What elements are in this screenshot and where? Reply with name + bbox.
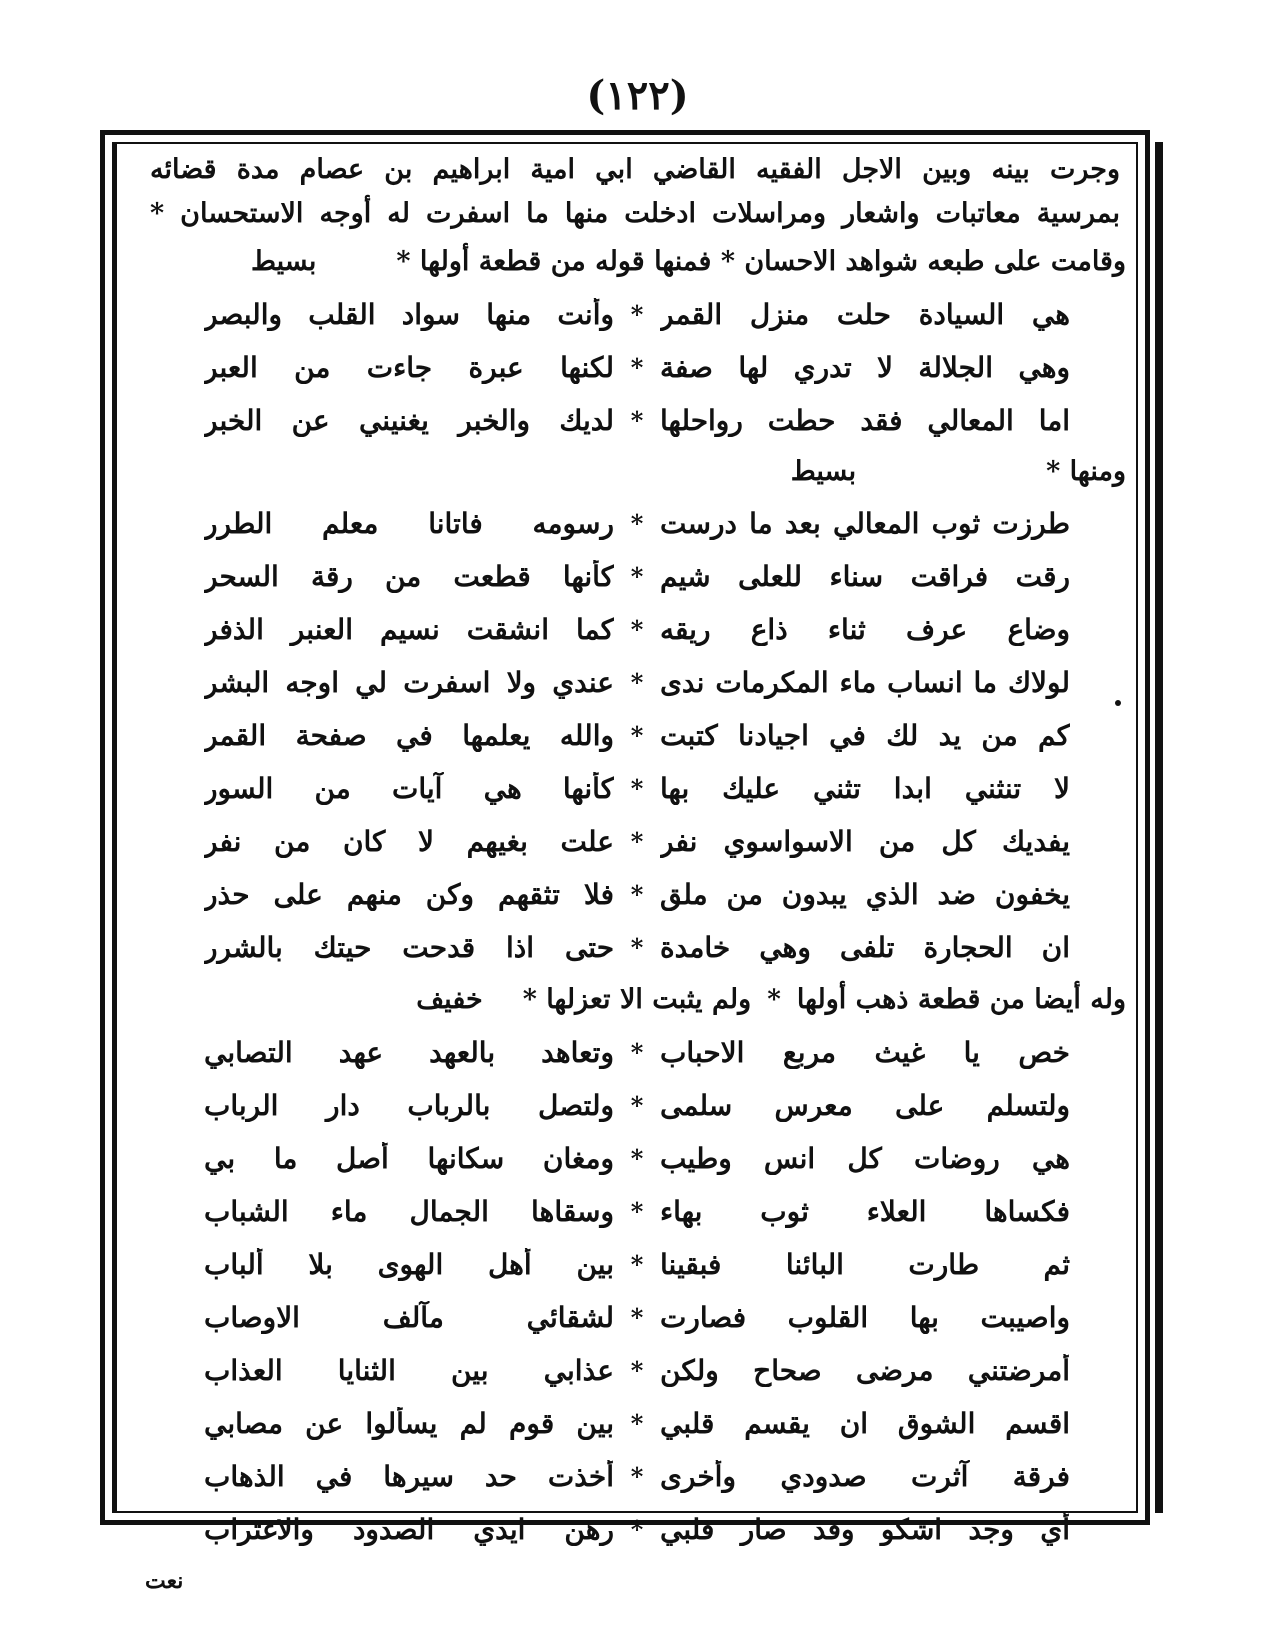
- verse: [150, 656, 1130, 709]
- verse-sadr: فرقة آثرت صدودي وأخرى: [660, 1460, 1070, 1493]
- verse: [150, 868, 1130, 921]
- prose-line: وجرت بينه وبين الاجل الفقيه القاضي ابي امية ابراهيم بن عصام مدة قضائه: [150, 154, 1120, 185]
- verse-sadr: واصيبت بها القلوب فصارت: [660, 1301, 1070, 1334]
- meter-label: خفيف: [416, 984, 483, 1015]
- verse-ajuz: وتعاهد بالعهد عهد التصابي: [204, 1036, 614, 1069]
- verse: [150, 497, 1130, 550]
- verse-sadr: خص يا غيث مربع الاحباب: [660, 1036, 1070, 1069]
- verse-sadr: رقت فراقت سناء للعلى شيم: [660, 560, 1070, 593]
- verse-ajuz: فلا تثقهم وكن منهم على حذر: [204, 878, 614, 911]
- verse-ajuz: والله يعلمها في صفحة القمر: [204, 719, 614, 752]
- verse: [150, 1026, 1130, 1079]
- meter-label: بسيط: [790, 456, 857, 487]
- verse-separator: *: [630, 1250, 644, 1279]
- text-block: [150, 148, 1130, 1556]
- verse: [150, 1344, 1130, 1397]
- header-separator: *: [767, 985, 781, 1015]
- verse-separator: *: [630, 827, 644, 856]
- verse-sadr: يفديك كل من الاسواسوي نفر: [660, 825, 1070, 858]
- poem-3: [150, 1026, 1130, 1556]
- poem-1: [150, 288, 1130, 447]
- verse-sadr: أي وجد اشكو وقد صار قلبي: [660, 1513, 1070, 1546]
- verse-ajuz: وأنت منها سواد القلب والبصر: [204, 298, 614, 331]
- verse-sadr: كم من يد لك في اجيادنا كتبت: [660, 719, 1070, 752]
- verse-ajuz: حتى اذا قدحت حيتك بالشرر: [204, 931, 614, 964]
- verse-separator: *: [630, 1038, 644, 1067]
- verse: [150, 762, 1130, 815]
- verse-separator: *: [630, 1462, 644, 1491]
- verse-separator: *: [630, 880, 644, 909]
- verse-ajuz: وسقاها الجمال ماء الشباب: [204, 1195, 614, 1228]
- header-text: وقامت على طبعه شواهد الاحسان * فمنها قوله من قطعة أولها *: [396, 246, 1126, 277]
- header-text: ومنها *: [1046, 456, 1126, 487]
- verse-separator: *: [630, 300, 644, 329]
- verse-separator: *: [630, 509, 644, 538]
- verse-ajuz: علت بغيهم لا كان من نفر: [204, 825, 614, 858]
- verse: [150, 1132, 1130, 1185]
- verse-separator: *: [630, 933, 644, 962]
- prose-line: بمرسية معاتبات واشعار ومراسلات ادخلت منها ما اسفرت له أوجه الاستحسان *: [150, 198, 1120, 229]
- verse-sadr: أمرضتني مرضى صحاح ولكن: [660, 1354, 1070, 1387]
- verse: [150, 709, 1130, 762]
- frame-rule-right: [1155, 142, 1163, 1513]
- verse-separator: *: [630, 1515, 644, 1544]
- verse: [150, 1450, 1130, 1503]
- verse-ajuz: عذابي بين الثنايا العذاب: [204, 1354, 614, 1387]
- verse-separator: *: [630, 1303, 644, 1332]
- verse-separator: *: [630, 406, 644, 435]
- poem-header-3: [150, 974, 1130, 1026]
- verse-separator: *: [630, 721, 644, 750]
- verse-separator: *: [630, 1091, 644, 1120]
- verse-ajuz: ومغان سكانها أصل ما بي: [204, 1142, 614, 1175]
- verse-separator: *: [630, 774, 644, 803]
- verse: [150, 921, 1130, 974]
- verse-sadr: طرزت ثوب المعالي بعد ما درست: [660, 507, 1070, 540]
- verse-separator: *: [630, 1356, 644, 1385]
- verse-ajuz: لكنها عبرة جاءت من العبر: [204, 351, 614, 384]
- verse-separator: *: [630, 562, 644, 591]
- verse-sadr: وهي الجلالة لا تدري لها صفة: [660, 351, 1070, 384]
- verse-ajuz: رسومه فاتانا معلم الطرر: [204, 507, 614, 540]
- header-text-continued: ولم يثبت الا تعزلها *: [522, 984, 752, 1015]
- verse: [150, 288, 1130, 341]
- verse: [150, 1397, 1130, 1450]
- verse-sadr: هي روضات كل انس وطيب: [660, 1142, 1070, 1175]
- verse: [150, 341, 1130, 394]
- verse-ajuz: لشقائي مآلف الاوصاب: [204, 1301, 614, 1334]
- verse-ajuz: بين أهل الهوى بلا ألباب: [204, 1248, 614, 1281]
- verse-sadr: فكساها العلاء ثوب بهاء: [660, 1195, 1070, 1228]
- verse-sadr: اما المعالي فقد حطت رواحلها: [660, 404, 1070, 437]
- verse-sadr: ولتسلم على معرس سلمى: [660, 1089, 1070, 1122]
- verse-ajuz: كما انشقت نسيم العنبر الذفر: [204, 613, 614, 646]
- verse-sadr: وضاع عرف ثناء ذاع ريقه: [660, 613, 1070, 646]
- poem-header-1: [150, 236, 1130, 288]
- meter-label: بسيط: [251, 246, 317, 277]
- verse: [150, 394, 1130, 447]
- verse-sadr: يخفون ضد الذي يبدون من ملق: [660, 878, 1070, 911]
- verse: [150, 1291, 1130, 1344]
- page-number: (١٢٢): [586, 72, 689, 119]
- verse-separator: *: [630, 668, 644, 697]
- verse-sadr: لا تنثني ابدا تثني عليك بها: [660, 772, 1070, 805]
- verse: [150, 1238, 1130, 1291]
- verse-ajuz: رهن ايدي الصدود والاغتراب: [204, 1513, 614, 1546]
- verse: [150, 1503, 1130, 1556]
- verse-separator: *: [630, 1197, 644, 1226]
- verse-ajuz: بين قوم لم يسألوا عن مصابي: [204, 1407, 614, 1440]
- verse: [150, 603, 1130, 656]
- verse: [150, 815, 1130, 868]
- verse-ajuz: كأنها قطعت من رقة السحر: [204, 560, 614, 593]
- frame-rule-left: [112, 142, 117, 1513]
- catchword: نعت: [145, 1568, 184, 1594]
- verse-ajuz: عندي ولا اسفرت لي اوجه البشر: [204, 666, 614, 699]
- verse-ajuz: كأنها هي آيات من السور: [204, 772, 614, 805]
- verse-ajuz: ولتصل بالرباب دار الرباب: [204, 1089, 614, 1122]
- verse-sadr: لولاك ما انساب ماء المكرمات ندى: [660, 666, 1070, 699]
- verse: [150, 1185, 1130, 1238]
- verse-ajuz: لديك والخبر يغنيني عن الخبر: [204, 404, 614, 437]
- verse-sadr: اقسم الشوق ان يقسم قلبي: [660, 1407, 1070, 1440]
- verse: [150, 1079, 1130, 1132]
- verse-sadr: ثم طارت البائنا فبقينا: [660, 1248, 1070, 1281]
- verse-separator: *: [630, 1409, 644, 1438]
- header-text: وله أيضا من قطعة ذهب أولها: [796, 984, 1126, 1015]
- poem-2: [150, 497, 1130, 974]
- verse-separator: *: [630, 1144, 644, 1173]
- verse-ajuz: أخذت حد سيرها في الذهاب: [204, 1460, 614, 1493]
- verse: [150, 550, 1130, 603]
- verse-separator: *: [630, 615, 644, 644]
- verse-sadr: هي السيادة حلت منزل القمر: [660, 298, 1070, 331]
- poem-header-2: [150, 447, 1130, 497]
- verse-sadr: ان الحجارة تلفى وهي خامدة: [660, 931, 1070, 964]
- verse-separator: *: [630, 353, 644, 382]
